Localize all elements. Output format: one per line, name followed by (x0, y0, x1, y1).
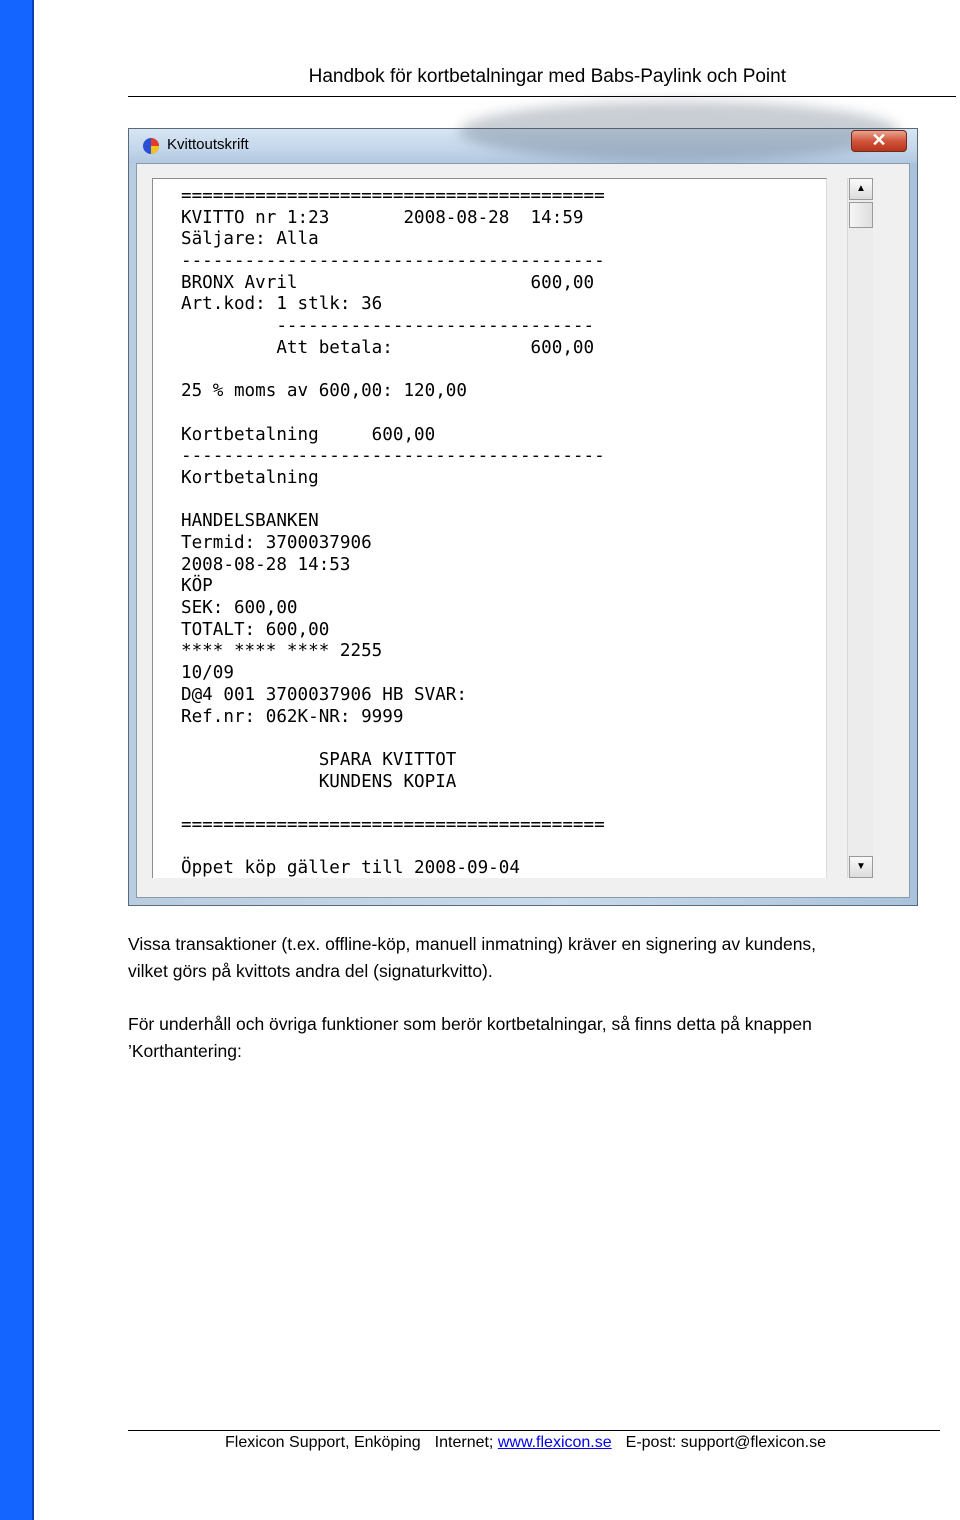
receipt-line: ------------------------------ (181, 316, 595, 337)
paragraph-line: Vissa transaktioner (t.ex. offline-köp, manuell inmatning) kräver en signering av kundens, (128, 934, 817, 954)
receipt-line: Kortbetalning (181, 467, 319, 488)
receipt-line: BRONX Avril 600,00 (181, 272, 595, 293)
page-header (128, 64, 956, 97)
receipt-line (181, 403, 605, 425)
receipt-line: TOTALT: 600,00 (181, 619, 330, 640)
receipt-line: KUNDENS KOPIA (181, 771, 457, 792)
receipt-line: Ref.nr: 062K-NR: 9999 (181, 706, 404, 727)
window-titlebar[interactable] (129, 129, 917, 163)
receipt-line: Att betala: 600,00 (181, 337, 595, 358)
info-paragraph-signing (128, 931, 928, 985)
close-icon: ✕ (871, 130, 887, 150)
receipt-line: SEK: 600,00 (181, 598, 298, 619)
side-accent-bar (0, 0, 32, 1520)
receipt-line: KÖP (181, 576, 213, 597)
scroll-down-button[interactable] (849, 856, 873, 878)
receipt-line: ======================================== (181, 814, 605, 835)
window-client-area (136, 163, 910, 898)
receipt-line: ======================================== (181, 186, 605, 206)
paragraph-line: För underhåll och övriga funktioner som berör kortbetalningar, så finns detta på knappen (128, 1014, 812, 1034)
receipt-line: Öppet köp gäller till 2008-09-04 (181, 858, 520, 878)
titlebar-glass-highlight (459, 101, 899, 161)
receipt-line: Art.kod: 1 stlk: 36 (181, 294, 383, 315)
receipt-line (181, 728, 605, 750)
window-title: Kvittoutskrift (167, 136, 249, 153)
arrow-up-icon: ▲ (856, 183, 866, 194)
receipt-text (181, 186, 605, 878)
scroll-up-button[interactable] (849, 178, 873, 200)
receipt-line: Kortbetalning 600,00 (181, 424, 436, 445)
receipt-line: Säljare: Alla (181, 229, 319, 250)
close-button[interactable] (851, 130, 907, 152)
footer-divider (128, 1430, 940, 1431)
receipt-line: HANDELSBANKEN (181, 511, 319, 532)
paragraph-line: ’Korthantering: (128, 1041, 242, 1061)
paragraph-line: vilket görs på kvittots andra del (signaturkvitto). (128, 961, 493, 981)
receipt-textarea[interactable] (152, 178, 827, 878)
receipt-line: SPARA KVITTOT (181, 749, 457, 770)
footer-website-link[interactable]: www.flexicon.se (497, 1434, 612, 1451)
receipt-line: ---------------------------------------- (181, 251, 605, 272)
window-bottom-strip (152, 878, 873, 894)
receipt-line: **** **** **** 2255 (181, 641, 383, 662)
receipt-line: 10/09 (181, 663, 234, 684)
receipt-line (181, 360, 605, 382)
receipt-line: ---------------------------------------- (181, 446, 605, 467)
receipt-line: Termid: 3700037906 (181, 533, 372, 553)
arrow-down-icon: ▼ (856, 861, 866, 872)
footer-email: E-post: support@flexicon.se (625, 1434, 826, 1451)
receipt-line (181, 793, 605, 815)
receipt-line (181, 837, 605, 859)
receipt-line: KVITTO nr 1:23 2008-08-28 14:59 (181, 207, 584, 228)
receipt-window (128, 128, 918, 906)
app-icon (141, 136, 161, 156)
vertical-scrollbar[interactable] (847, 178, 873, 878)
side-accent-bar-edge (32, 0, 34, 1520)
page-title: Handbok för kortbetalningar med Babs-Paylink och Point (308, 66, 786, 87)
footer-internet-label: Internet; (434, 1434, 494, 1451)
receipt-line (181, 490, 605, 512)
receipt-line: 25 % moms av 600,00: 120,00 (181, 381, 467, 402)
info-paragraph-maintenance (128, 1011, 928, 1065)
receipt-line: 2008-08-28 14:53 (181, 554, 351, 575)
page-footer (225, 1434, 826, 1452)
scrollbar-thumb[interactable] (849, 202, 873, 228)
receipt-line: D@4 001 3700037906 HB SVAR: (181, 684, 467, 705)
footer-company: Flexicon Support, Enköping (225, 1434, 421, 1451)
